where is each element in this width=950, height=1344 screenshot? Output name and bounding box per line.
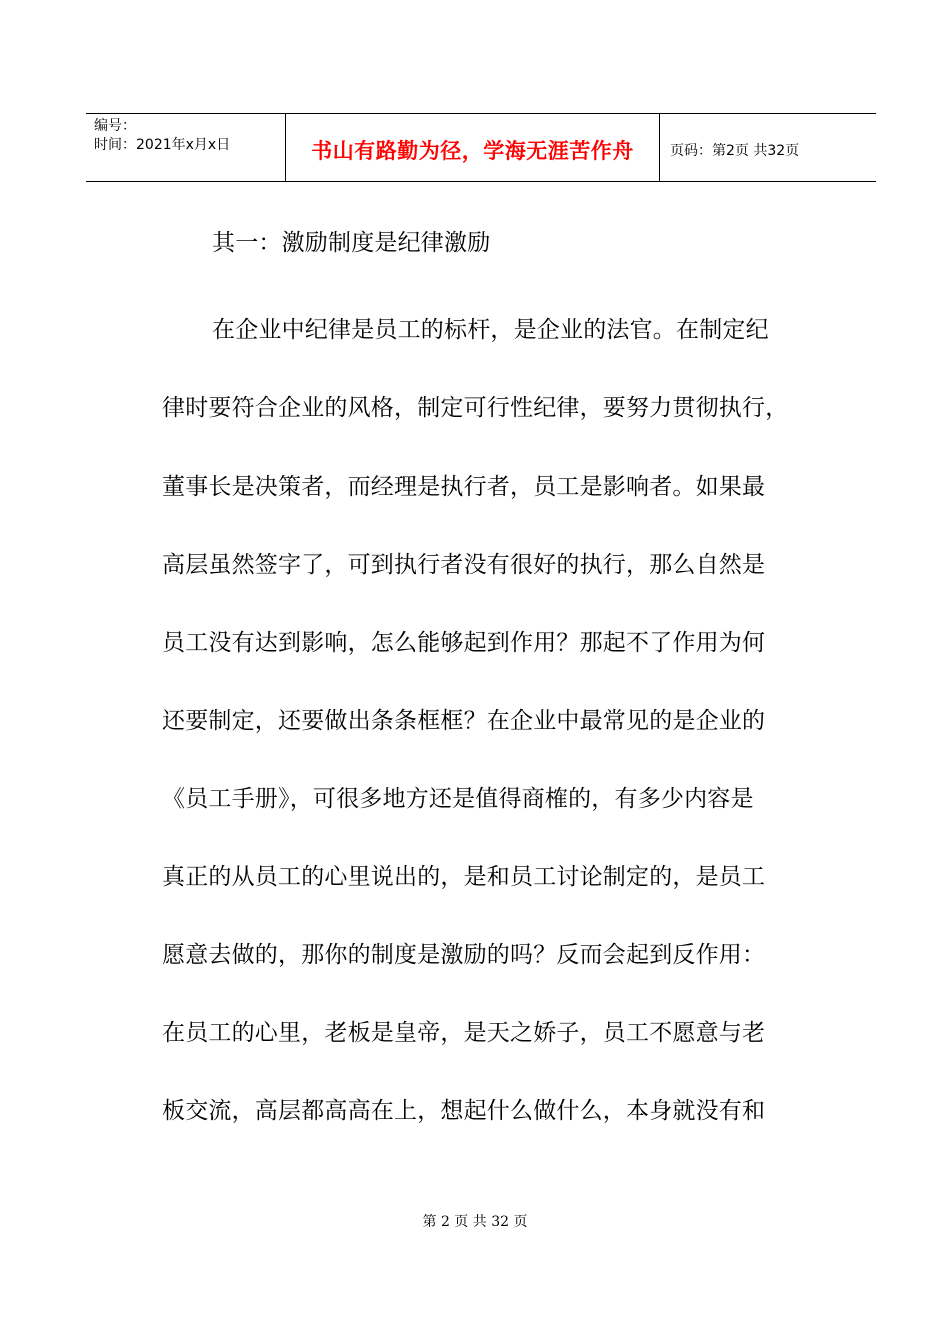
paragraph-line: 董事长是决策者，而经理是执行者，员工是影响者。如果最 — [162, 474, 766, 500]
paragraph-line: 还要制定，还要做出条条框框？在企业中最常见的是企业的 — [162, 708, 766, 734]
paragraph-line: 真正的从员工的心里说出的，是和员工讨论制定的，是员工 — [162, 864, 766, 890]
paragraph-line: 板交流，高层都高高在上，想起什么做什么，本身就没有和 — [162, 1098, 766, 1124]
document-number-label: 编号： — [94, 118, 136, 134]
header-motto: 书山有路勤为径，学海无涯苦作舟 — [311, 139, 634, 163]
header-page-info: 页码：第2页 共32页 — [670, 143, 800, 159]
header-middle-cell — [286, 114, 660, 181]
header-right-cell — [660, 114, 876, 181]
document-time-label: 时间：2021年x月x日 — [94, 137, 231, 153]
paragraph-line: 在企业中纪律是员工的标杆，是企业的法官。在制定纪 — [212, 317, 769, 343]
section-heading: 其一：激励制度是纪律激励 — [212, 230, 491, 256]
paragraph-line: 愿意去做的，那你的制度是激励的吗？反而会起到反作用： — [162, 942, 766, 968]
document-header — [86, 113, 876, 182]
paragraph-line: 员工没有达到影响，怎么能够起到作用？那起不了作用为何 — [162, 630, 766, 656]
page-footer: 第 2 页 共 32 页 — [422, 1214, 528, 1230]
paragraph-line: 高层虽然签字了，可到执行者没有很好的执行，那么自然是 — [162, 552, 766, 578]
paragraph-line: 律时要符合企业的风格，制定可行性纪律，要努力贯彻执行， — [162, 395, 789, 421]
paragraph-line: 在员工的心里，老板是皇帝，是天之娇子，员工不愿意与老 — [162, 1020, 766, 1046]
header-left-cell — [86, 114, 286, 181]
paragraph-line: 《员工手册》，可很多地方还是值得商榷的，有多少内容是 — [162, 786, 754, 812]
